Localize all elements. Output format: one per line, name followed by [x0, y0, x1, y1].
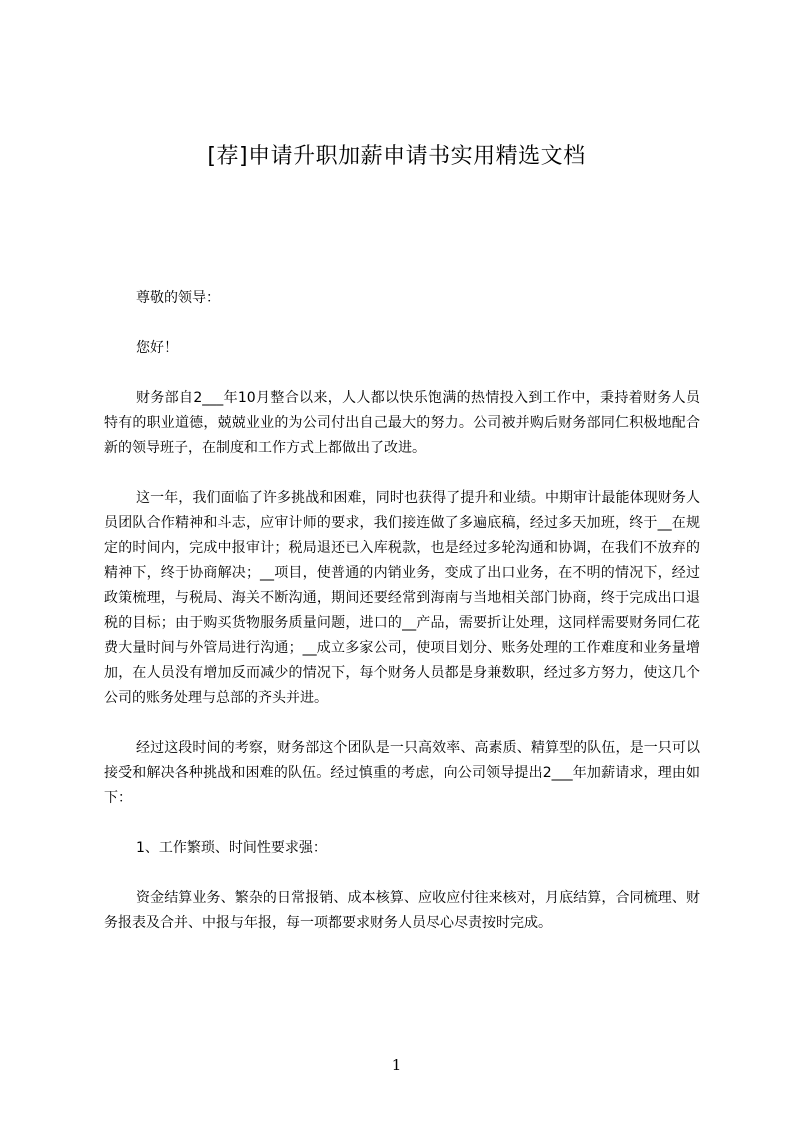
salutation: 尊敬的领导： [136, 290, 220, 306]
body-paragraph-achievements: 这一年，我们面临了许多挑战和困难，同时也获得了提升和业绩。中期审计最能体现财务人员团队合作精神和斗志，应审计师的要求，我们接连做了多遍底稿，经过多天加班，终于__在规定的时间内，完成中报审计；税局退还已入库税款，也是经过多轮沟通和协调，在我们不放弃的精神下，终于协商解决；__项目，使普通的内销业务，变成了出口业务，在不明的情况下，经过政策梳理，与税局、海关不断沟通，期间还要经常到海南与当地相关部门协商，终于完成出口退税的目标；由于购买货物服务质量问题，进口的__产品，需要折让处理，这同样需要财务同仁花费大量时间与外管局进行沟通；__成立多家公司，使项目划分、账务处理的工作难度和业务量增加，在人员没有增加反而减少的情况下，每个财务人员都是身兼数职，经过多方努力，使这几个公司的账务处理与总部的齐头并进。 [104, 490, 700, 706]
document-body [104, 286, 700, 961]
reason-heading-1: 1、工作繁琐、时间性要求强： [136, 840, 327, 856]
body-paragraph-request: 经过这段时间的考察，财务部这个团队是一只高效率、高素质、精算型的队伍，是一只可以接受和解决各种挑战和困难的队伍。经过慎重的考虑，向公司领导提出2___年加薪请求，理由如下： [104, 740, 700, 806]
document-title: [荐]申请升职加薪申请书实用精选文档 [207, 144, 586, 169]
greeting: 您好！ [136, 340, 178, 356]
body-paragraph-intro: 财务部自2___年10月整合以来，人人都以快乐饱满的热情投入到工作中，秉持着财务人员特有的职业道德，兢兢业业的为公司付出自己最大的努力。公司被并购后财务部同仁积极地配合新的领导班子，在制度和工作方式上都做出了改进。 [104, 390, 700, 456]
page-number: 1 [391, 1056, 402, 1074]
reason-paragraph-1: 资金结算业务、繁杂的日常报销、成本核算、应收应付往来核对，月底结算，合同梳理、财务报表及合并、中报与年报，每一项都要求财务人员尽心尽责按时完成。 [104, 890, 700, 931]
